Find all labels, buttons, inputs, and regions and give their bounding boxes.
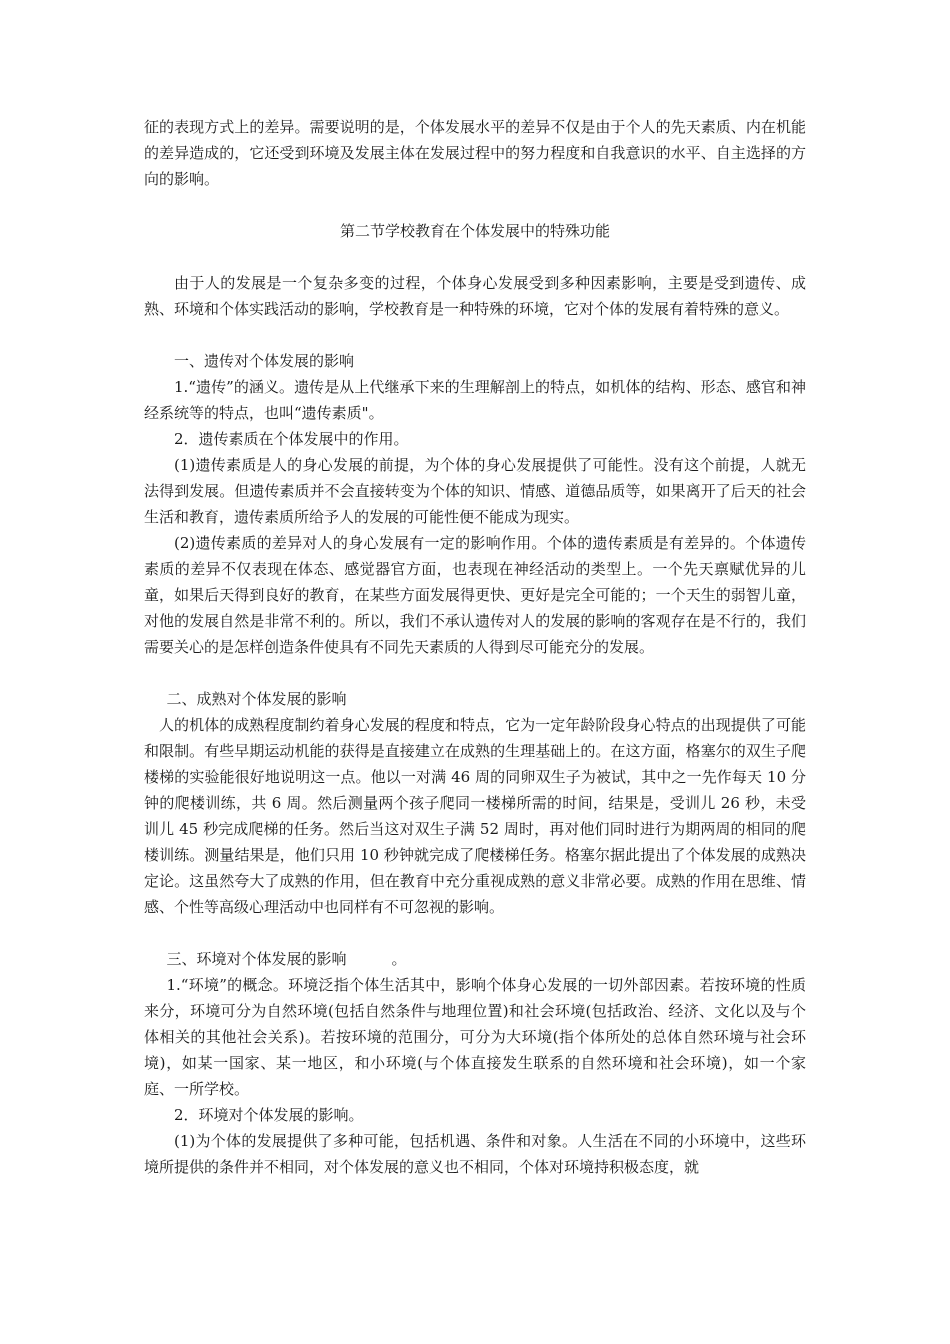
- continued-paragraph: 征的表现方式上的差异。需要说明的是，个体发展水平的差异不仅是由于个人的先天素质、内在机能的差异造成的，它还受到环境及发展主体在发展过程中的努力程度和自我意识的水平、自主选择的方向的影响。: [144, 118, 806, 188]
- section-title: 第二节学校教育在个体发展中的特殊功能: [339, 222, 610, 240]
- heredity-point-2: (2)遗传素质的差异对人的身心发展有一定的影响作用。个体的遗传素质是有差异的。个体遗传素质的差异不仅表现在体态、感觉器官方面，也表现在神经活动的类型上。一个先天禀赋优异的儿童，如果后天得到良好的教育，在某些方面发展得更快、更好是完全可能的；一个天生的弱智儿童，对他的发展自然是非常不利的。所以，我们不承认遗传对人的发展的影响的客观存在是不行的，我们需要关心的是怎样创造条件使具有不同先天素质的人得到尽可能充分的发展。: [144, 534, 806, 656]
- heading-maturation: 二、成熟对个体发展的影响: [166, 690, 347, 708]
- heredity-point-1: (1)遗传素质是人的身心发展的前提，为个体的身心发展提供了可能性。没有这个前提，人就无法得到发展。但遗传素质并不会直接转变为个体的知识、情感、道德品质等，如果离开了后天的社会生活和教育，遗传素质所给予人的发展的可能性便不能成为现实。: [144, 456, 806, 526]
- environment-definition: 1.“环境”的概念。环境泛指个体生活其中，影响个体身心发展的一切外部因素。若按环境的性质来分，环境可分为自然环境(包括自然条件与地理位置)和社会环境(包括政治、经济、文化以及与个体相关的其他社会关系)。若按环境的范围分，可分为大环境(指个体所处的总体自然环境与社会环境)，如某一国家、某一地区，和小环境(与个体直接发生联系的自然环境和社会环境)，如一个家庭、一所学校。: [144, 976, 806, 1098]
- environment-point-1: (1)为个体的发展提供了多种可能，包括机遇、条件和对象。人生活在不同的小环境中，这些环境所提供的条件并不相同，对个体发展的意义也不相同，个体对环境持积极态度，就: [144, 1132, 806, 1176]
- maturation-paragraph: 人的机体的成熟程度制约着身心发展的程度和特点，它为一定年龄阶段身心特点的出现提供了可能和限制。有些早期运动机能的获得是直接建立在成熟的生理基础上的。在这方面，格塞尔的双生子爬楼梯的实验能很好地说明这一点。他以一对满 46 周的同卵双生子为被试，其中之一先作每天 10 分钟的爬楼训练，共 6 周。然后测量两个孩子爬同一楼梯所需的时间，结果是，受训儿 26 秒，未受训儿 45 秒完成爬梯的任务。然后当这对双生子满 52 周时，再对他们同时进行为期两周的相同的爬楼训练。测量结果是，他们只用 10 秒钟就完成了爬楼梯任务。格塞尔据此提出了个体发展的成熟决定论。这虽然夸大了成熟的作用，但在教育中充分重视成熟的意义非常必要。成熟的作用在思维、情感、个性等高级心理活动中也同样有不可忽视的影响。: [144, 716, 806, 916]
- heading-heredity: 一、遗传对个体发展的影响: [174, 352, 355, 370]
- heredity-definition: 1.“遗传”的涵义。遗传是从上代继承下来的生理解剖上的特点，如机体的结构、形态、感官和神经系统等的特点，也叫“遗传素质"。: [144, 378, 806, 422]
- environment-influence-heading: 2．环境对个体发展的影响。: [174, 1106, 364, 1124]
- document-body: [144, 114, 806, 1180]
- heredity-role-heading: 2．遗传素质在个体发展中的作用。: [174, 430, 409, 448]
- heading-environment: 三、环境对个体发展的影响 。: [166, 950, 407, 968]
- intro-paragraph: 由于人的发展是一个复杂多变的过程，个体身心发展受到多种因素影响，主要是受到遗传、成熟、环境和个体实践活动的影响，学校教育是一种特殊的环境，它对个体的发展有着特殊的意义。: [144, 274, 806, 318]
